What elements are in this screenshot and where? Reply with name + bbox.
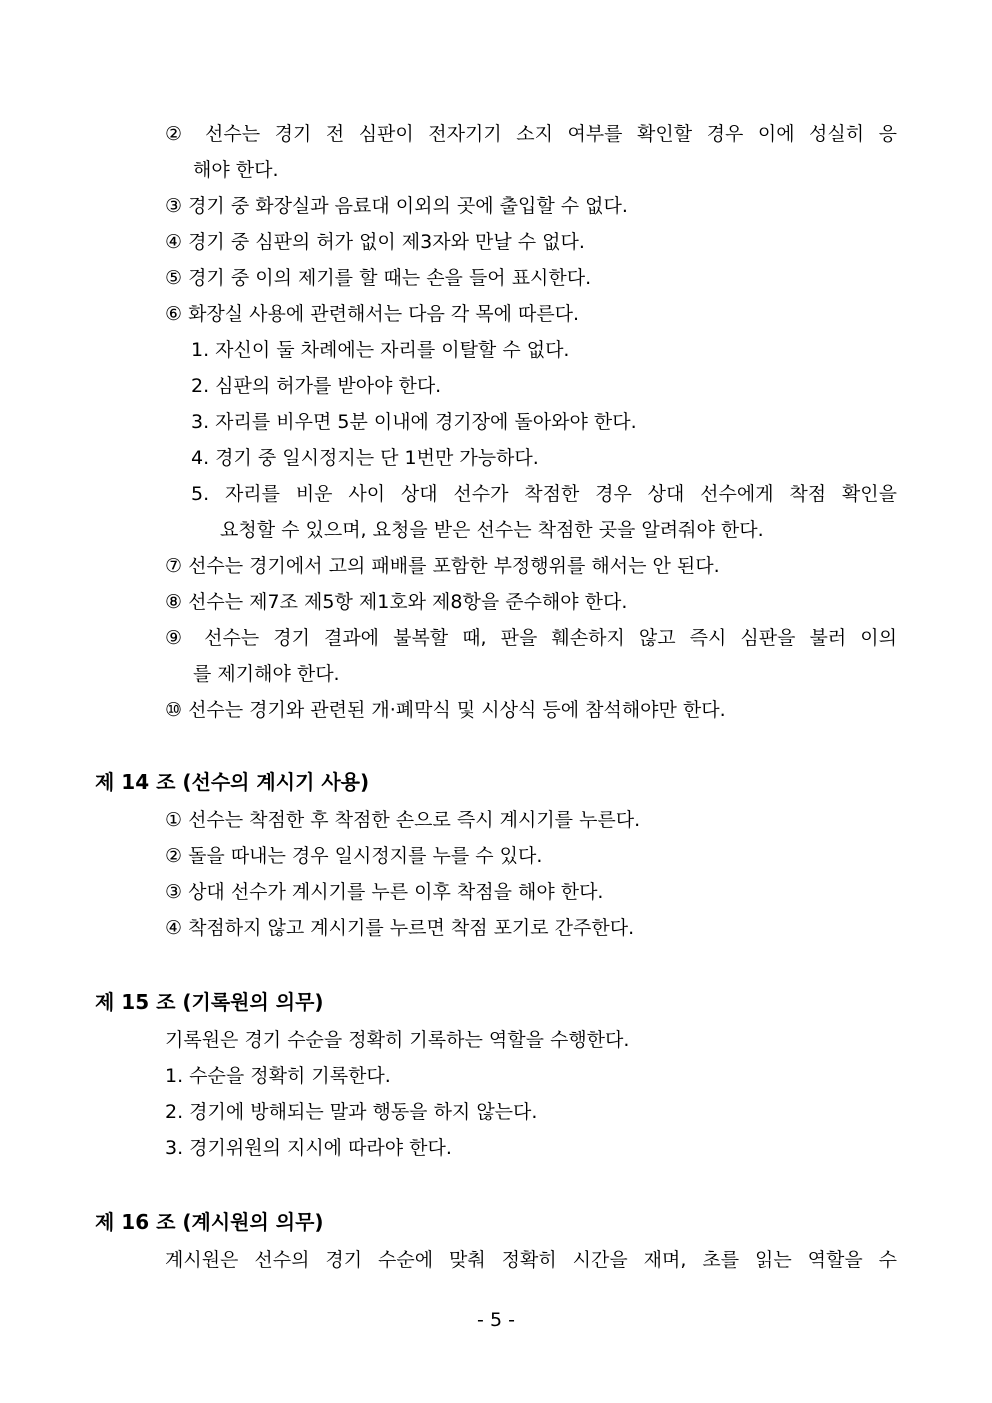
article-14-clause-3: ③ 상대 선수가 계시기를 누른 이후 착점을 해야 한다. <box>165 881 604 903</box>
article-14-heading: 제 14 조 (선수의 계시기 사용) <box>95 770 370 794</box>
article-16-heading: 제 16 조 (계시원의 의무) <box>95 1210 324 1234</box>
article-13-clause-2-line-1: ② 선수는 경기 전 심판이 전자기기 소지 여부를 확인할 경우 이에 성실히 응 <box>165 123 897 145</box>
article-13-clause-6-item-4: 4. 경기 중 일시정지는 단 1번만 가능하다. <box>191 447 539 469</box>
article-13-clause-6-item-3: 3. 자리를 비우면 5분 이내에 경기장에 돌아와야 한다. <box>191 411 637 433</box>
article-14-clause-1: ① 선수는 착점한 후 착점한 손으로 즉시 계시기를 누른다. <box>165 809 641 831</box>
article-14-clause-4: ④ 착점하지 않고 계시기를 누르면 착점 포기로 간주한다. <box>165 917 635 939</box>
article-15-item-1: 1. 수순을 정확히 기록한다. <box>165 1065 391 1087</box>
article-13-clause-2-line-2: 해야 한다. <box>193 159 279 181</box>
article-13-clause-6-item-5-line-2: 요청할 수 있으며, 요청을 받은 선수는 착점한 곳을 알려줘야 한다. <box>220 519 764 541</box>
article-16-intro: 계시원은 선수의 경기 수순에 맞춰 정확히 시간을 재며, 초를 읽는 역할을 수 <box>165 1249 897 1271</box>
article-13-clause-9-line-2: 를 제기해야 한다. <box>193 663 340 685</box>
article-13-clause-6: ⑥ 화장실 사용에 관련해서는 다음 각 목에 따른다. <box>165 303 580 325</box>
article-15-item-3: 3. 경기위원의 지시에 따라야 한다. <box>165 1137 452 1159</box>
article-15-item-2: 2. 경기에 방해되는 말과 행동을 하지 않는다. <box>165 1101 538 1123</box>
article-13-clause-5: ⑤ 경기 중 이의 제기를 할 때는 손을 들어 표시한다. <box>165 267 592 289</box>
article-13-clause-7: ⑦ 선수는 경기에서 고의 패배를 포함한 부정행위를 해서는 안 된다. <box>165 555 720 577</box>
page-number: - 5 - <box>477 1309 515 1331</box>
article-13-clause-6-item-5-line-1: 5. 자리를 비운 사이 상대 선수가 착점한 경우 상대 선수에게 착점 확인을 <box>191 483 897 505</box>
article-15-intro: 기록원은 경기 수순을 정확히 기록하는 역할을 수행한다. <box>165 1029 630 1051</box>
article-15-heading: 제 15 조 (기록원의 의무) <box>95 990 324 1014</box>
article-13-clause-6-item-1: 1. 자신이 둘 차례에는 자리를 이탈할 수 없다. <box>191 339 570 361</box>
article-13-clause-3: ③ 경기 중 화장실과 음료대 이외의 곳에 출입할 수 없다. <box>165 195 628 217</box>
article-13-clause-4: ④ 경기 중 심판의 허가 없이 제3자와 만날 수 없다. <box>165 231 585 253</box>
article-14-clause-2: ② 돌을 따내는 경우 일시정지를 누를 수 있다. <box>165 845 543 867</box>
article-13-clause-9-line-1: ⑨ 선수는 경기 결과에 불복할 때, 판을 훼손하지 않고 즉시 심판을 불러 이의 <box>165 627 897 649</box>
article-13-clause-8: ⑧ 선수는 제7조 제5항 제1호와 제8항을 준수해야 한다. <box>165 591 628 613</box>
article-13-clause-6-item-2: 2. 심판의 허가를 받아야 한다. <box>191 375 442 397</box>
article-13-clause-10: ⑩ 선수는 경기와 관련된 개·폐막식 및 시상식 등에 참석해야만 한다. <box>165 699 726 721</box>
